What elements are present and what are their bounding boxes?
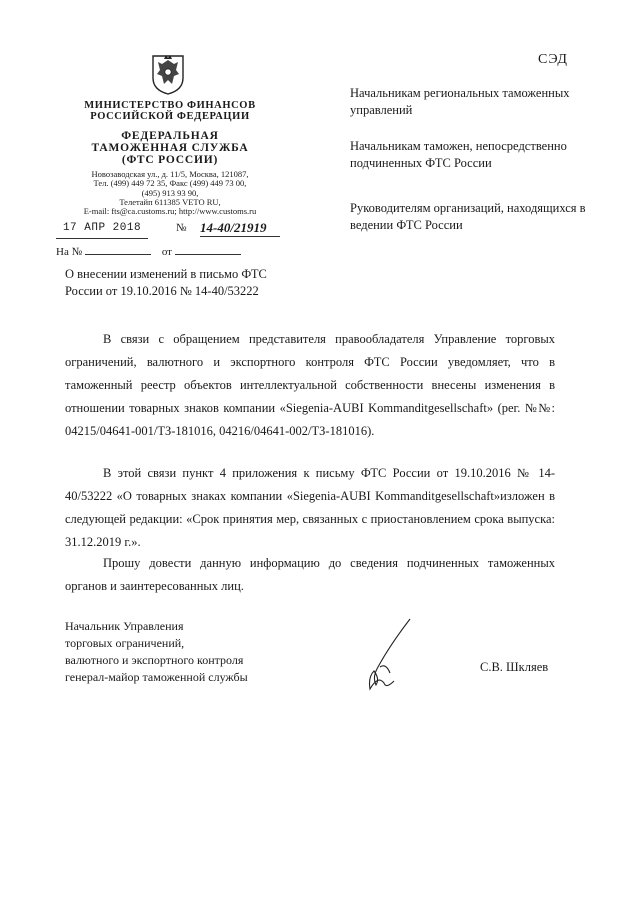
service-line: ТАМОЖЕННАЯ СЛУЖБА bbox=[91, 142, 249, 154]
body-paragraph: В этой связи пункт 4 приложения к письму ФТС России от 19.10.2016 № 14-40/53222 «О товарных знаках компании «Siegenia-AUBI Kommanditgesellschaft»изложен в следующей редакции: «Срок принятия мер, связанных с приостановлением срока выпуска: 31.12.2019 г.». bbox=[65, 466, 555, 549]
body-paragraph: В связи с обращением представителя правообладателя Управление торговых ограничений, валютного и экспортного контроля ФТС России уведомляет, что в таможенный реестр объектов интеллектуальной собственности внесены изменения в отношении товарных знаков компании «Siegenia-AUBI Kommanditgesellschaft» (рег. №№: 04215/04641-001/ТЗ-181016, 04216/04641-002/ТЗ-181016). bbox=[65, 332, 555, 438]
registration-number-label: № bbox=[176, 222, 187, 234]
ministry-name bbox=[60, 100, 280, 122]
body-paragraph: Прошу довести данную информацию до сведения подчиненных таможенных органов и заинтересованных лиц. bbox=[65, 556, 555, 593]
contact-address bbox=[50, 170, 290, 216]
position-line: валютного и экспортного контроля bbox=[65, 653, 244, 667]
address-line: Новозаводская ул., д. 11/5, Москва, 121087, bbox=[91, 169, 249, 179]
reply-reference bbox=[56, 244, 281, 258]
addressee-regional: Начальникам региональных таможенных управлений bbox=[350, 86, 570, 117]
service-line: ФЕДЕРАЛЬНАЯ bbox=[121, 130, 219, 142]
position-line: генерал-майор таможенной службы bbox=[65, 670, 248, 684]
registration-date: 17 АПР 2018 bbox=[56, 222, 148, 239]
address-line: E-mail: fts@ca.customs.ru; http://www.customs.ru bbox=[83, 206, 257, 217]
reply-number-blank bbox=[85, 244, 151, 255]
signatory-position bbox=[65, 618, 305, 686]
reply-date-blank bbox=[175, 244, 241, 255]
ministry-line: МИНИСТЕРСТВО ФИНАНСОВ bbox=[84, 100, 256, 111]
reply-number-label: На № bbox=[56, 246, 83, 258]
address-line: Телетайп 611385 VETO RU, bbox=[119, 196, 221, 207]
signatory-name: С.В. Шкляев bbox=[480, 660, 549, 674]
address-line: (495) 913 93 90, bbox=[141, 187, 199, 198]
letter-subject: О внесении изменений в письмо ФТС России от 19.10.2016 № 14-40/53222 bbox=[65, 267, 267, 298]
addressee-organizations: Руководителям организаций, находящихся в ведении ФТС России bbox=[350, 201, 586, 232]
service-name bbox=[60, 130, 280, 166]
coat-of-arms-emblem bbox=[148, 50, 188, 96]
addressee-customs: Начальникам таможен, непосредственно подчиненных ФТС России bbox=[350, 139, 567, 170]
address-line: Тел. (499) 449 72 35, Факс (499) 449 73 00, bbox=[93, 178, 247, 189]
handwritten-signature bbox=[350, 615, 420, 695]
position-line: Начальник Управления bbox=[65, 619, 184, 633]
document-mark: СЭД bbox=[538, 52, 568, 67]
reply-date-label: от bbox=[161, 246, 172, 258]
ministry-line: РОССИЙСКОЙ ФЕДЕРАЦИИ bbox=[90, 111, 250, 122]
registration-number: 14-40/21919 bbox=[200, 220, 280, 237]
position-line: торговых ограничений, bbox=[65, 636, 185, 650]
service-line: (ФТС РОССИИ) bbox=[121, 154, 219, 166]
